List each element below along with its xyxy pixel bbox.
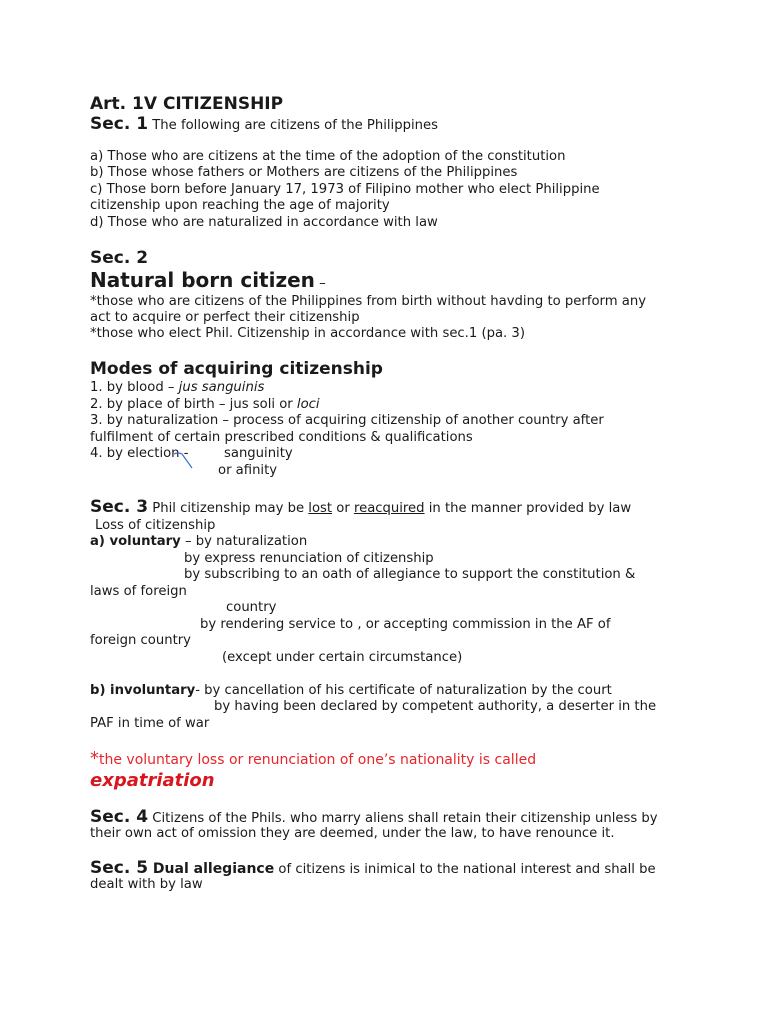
sec2-label: Sec. 2 [90, 248, 149, 268]
sec1-item-d: d) Those who are naturalized in accordance with law [90, 215, 438, 230]
sec1-label: Sec. 1 [90, 114, 149, 134]
voluntary-3: by subscribing to an oath of allegiance to support the constitution & [184, 567, 636, 582]
sec5-line-1 [90, 860, 656, 878]
voluntary-2: by express renunciation of citizenship [184, 551, 434, 566]
dual-allegiance: Dual allegiance [148, 861, 275, 877]
voluntary-line [90, 534, 307, 550]
sec3-text-2: or [332, 501, 354, 516]
sec1-line [90, 116, 438, 134]
involuntary-3: PAF in time of war [90, 716, 210, 731]
note-star: * [90, 748, 99, 769]
sec5-line-2: dealt with by law [90, 877, 203, 892]
expatriation-note [90, 750, 536, 769]
sec1-item-c-cont: citizenship upon reaching the age of majority [90, 198, 390, 213]
sec4-label: Sec. 4 [90, 807, 149, 827]
mode-1 [90, 380, 264, 396]
voluntary-6: by rendering service to , or accepting commission in the AF of [200, 617, 611, 632]
sec3-reacquired: reacquired [353, 501, 425, 516]
expatriation-term: expatriation [90, 770, 215, 791]
sec2-line-2: act to acquire or perfect their citizenship [90, 310, 360, 325]
voluntary-label: a) voluntary [90, 534, 181, 549]
involuntary-2: by having been declared by competent authority, a deserter in the [214, 699, 657, 714]
voluntary-5: country [226, 600, 277, 615]
modes-heading: Modes of acquiring citizenship [90, 359, 383, 379]
pen-stroke-mark [168, 448, 198, 474]
sec1-text: The following are citizens of the Philippines [148, 118, 438, 133]
article-title: Art. 1V CITIZENSHIP [90, 94, 284, 114]
sec1-item-b: b) Those whose fathers or Mothers are citizens of the Philippines [90, 165, 518, 180]
mode-2 [90, 397, 320, 413]
sec1-item-a: a) Those who are citizens at the time of the adoption of the constitution [90, 149, 566, 164]
natural-born-dash: – [314, 276, 326, 291]
sec1-item-c: c) Those born before January 17, 1973 of Filipino mother who elect Philippine [90, 182, 600, 197]
mode-4-affinity: or afinity [218, 463, 278, 478]
sec5-label: Sec. 5 [90, 858, 149, 878]
involuntary-text: - by cancellation of his certificate of naturalization by the court [195, 683, 612, 698]
mode-3-cont: fulfilment of certain prescribed conditions & qualifications [90, 430, 473, 445]
sec4-line-2: their own act of omission they are deemed, under the law, to have renounce it. [90, 826, 615, 841]
note-text: the voluntary loss or renunciation of one’s nationality is called [99, 752, 537, 768]
sec3-text-1: Phil citizenship may be [148, 501, 309, 516]
sec5-text: of citizens is inimical to the national interest and shall be [274, 862, 656, 877]
mode-4-sanguinity: sanguinity [224, 446, 293, 461]
sec4-line-1 [90, 809, 658, 827]
sec4-text: Citizens of the Phils. who marry aliens shall retain their citizenship unless by [148, 811, 658, 826]
mode-1-latin: jus sanguinis [178, 380, 265, 395]
sec2-heading-line [90, 268, 326, 292]
sec3-lost: lost [308, 501, 333, 516]
voluntary-text: – by naturalization [180, 534, 308, 549]
sec2-line-1: *those who are citizens of the Philippines from birth without havding to perform any [90, 294, 647, 309]
mode-2-latin: loci [296, 397, 320, 412]
involuntary-line [90, 683, 612, 699]
mode-2-text: 2. by place of birth – jus soli or [90, 397, 297, 412]
loss-heading: Loss of citizenship [95, 518, 216, 533]
mode-3: 3. by naturalization – process of acquiring citizenship of another country after [90, 413, 604, 428]
sec2-line-3: *those who elect Phil. Citizenship in accordance with sec.1 (pa. 3) [90, 326, 525, 341]
voluntary-8: (except under certain circumstance) [222, 650, 463, 665]
voluntary-7: foreign country [90, 633, 191, 648]
mode-1-text: 1. by blood – [90, 380, 179, 395]
voluntary-4: laws of foreign [90, 584, 187, 599]
sec3-line [90, 499, 631, 517]
sec3-label: Sec. 3 [90, 497, 149, 517]
natural-born-heading: Natural born citizen [90, 268, 315, 292]
mode-4: 4. by election - [90, 446, 189, 461]
sec3-text-3: in the manner provided by law [424, 501, 632, 516]
involuntary-label: b) involuntary [90, 683, 196, 698]
